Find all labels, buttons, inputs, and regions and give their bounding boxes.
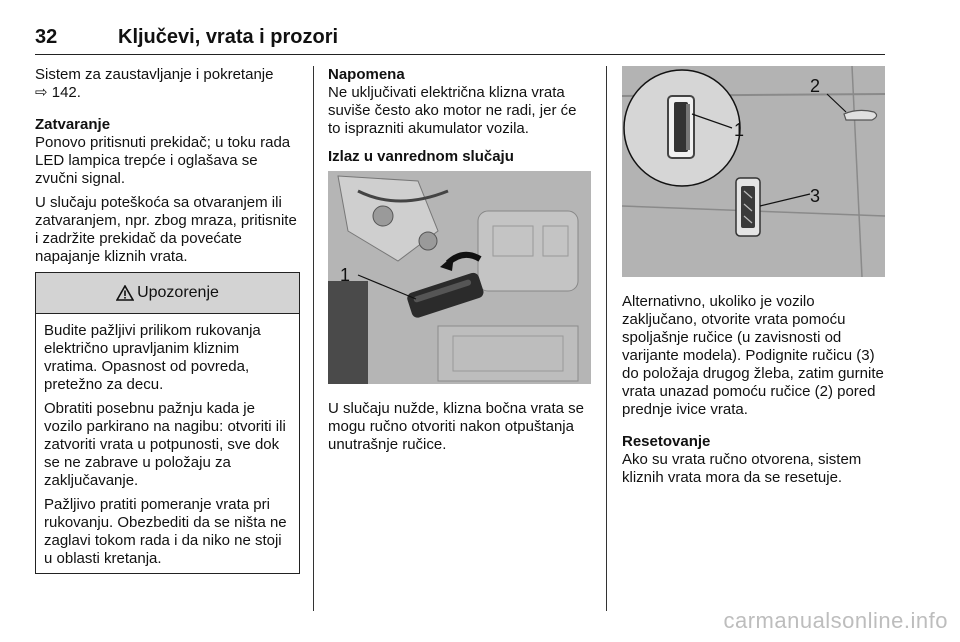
reset-text: Ako su vrata ručno otvorena, sistem kliznih vrata mora da se resetuje. [622, 451, 862, 486]
column-divider-2 [606, 66, 607, 611]
watermark: carmanualsonline.info [723, 608, 948, 633]
warning-body [36, 314, 299, 568]
warning-title: Upozorenje [137, 284, 219, 301]
figure-label-1: 1 [734, 120, 745, 140]
alternative-text: Alternativno, ukoliko je vozilo zaključano, otvorite vrata pomoću spoljašnje ručice (u zavisnosti od varijante modela). Podignite ručicu (3) do položaja drugog žleba, zatim gurnite vrata unazad pomoću ručice (2) pored prednje ivice vrata. [622, 293, 884, 418]
interior-handle-illustration [328, 171, 591, 384]
column-1 [35, 66, 300, 272]
warning-header [36, 273, 299, 314]
warning-box [35, 272, 300, 574]
column-2 [328, 66, 593, 166]
intro-paragraph [35, 66, 300, 102]
chapter-title: Ključevi, vrata i prozori [118, 26, 339, 48]
emergency-text: U slučaju nužde, klizna bočna vrata se mogu ručno otvoriti nakon otpuštanja unutrašnje ručice. [328, 400, 584, 453]
closing-paragraph-1: Ponovo pritisnuti prekidač; u toku rada LED lampica trepće i oglašava se zvučni signal. [35, 134, 291, 187]
column-divider-1 [313, 66, 314, 611]
note-heading: Napomena [328, 66, 405, 83]
warning-paragraph-3: Pažljivo pratiti pomeranje vrata pri rukovanju. Obezbediti da se ništa ne zaglavi tokom rada i da niko ne stoji u oblasti kretanja. [44, 496, 287, 567]
exterior-handle-illustration [622, 66, 885, 277]
warning-triangle-icon [116, 285, 134, 301]
figure-label-3: 3 [810, 186, 821, 206]
figure-label-1: 1 [340, 265, 351, 285]
closing-heading: Zatvaranje [35, 116, 111, 133]
emergency-heading: Izlaz u vanrednom slučaju [328, 148, 514, 165]
page-number: 32 [35, 26, 58, 48]
reset-heading: Resetovanje [622, 433, 711, 450]
emergency-text-block [328, 400, 593, 460]
emergency-release-figure [328, 171, 591, 384]
warning-paragraph-1: Budite pažljivi prilikom rukovanja električno upravljanim kliznim vratima. Opasnost od povreda, pretežno za decu. [44, 322, 261, 393]
page-reference-link[interactable]: ⇨ 142. [35, 84, 81, 101]
page-header [35, 20, 885, 55]
note-text: Ne uključivati električna klizna vrata suviše često ako motor ne radi, jer će to isprazniti akumulator vozila. [328, 84, 577, 137]
figure-label-2: 2 [810, 76, 821, 96]
intro-line-1: Sistem za zaustavljanje i pokretanje [35, 66, 274, 83]
column-3-text [622, 293, 886, 493]
warning-paragraph-2: Obratiti posebnu pažnju kada je vozilo parkirano na nagibu: otvoriti ili zatvoriti vrata u potpunosti, sve dok se ne zabrave u položaju za zaključavanje. [44, 400, 286, 489]
closing-paragraph-2: U slučaju poteškoća sa otvaranjem ili zatvaranjem, npr. zbog mraza, pritisnite i zadržite prekidač da povećate napajanje kliznih vrata. [35, 194, 297, 265]
exterior-handle-figure [622, 66, 885, 277]
